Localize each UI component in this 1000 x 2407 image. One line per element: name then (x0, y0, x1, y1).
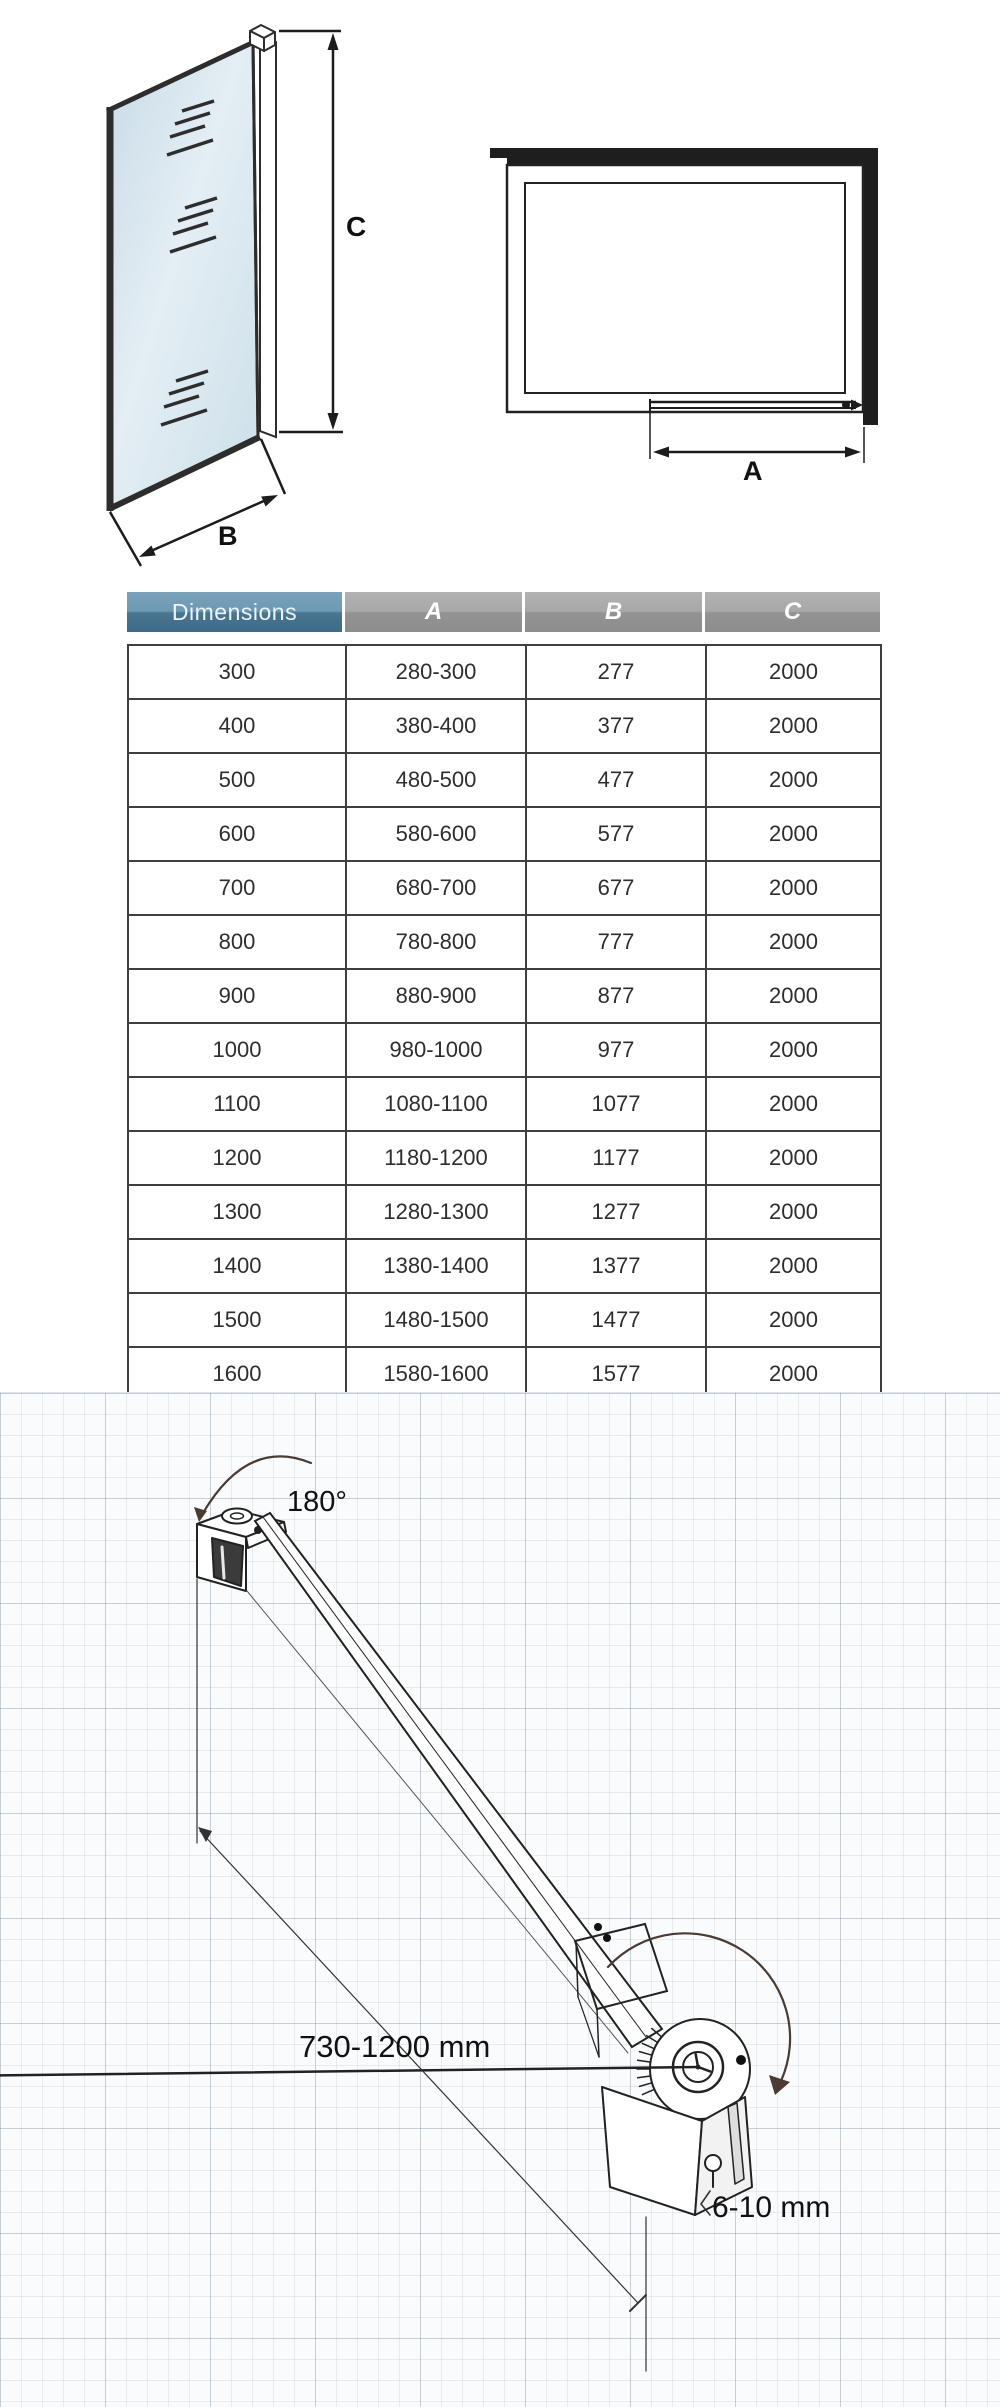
table-row (128, 1185, 881, 1239)
side-view-diagram (107, 25, 366, 566)
table-header-row (127, 592, 880, 632)
table-row (128, 1023, 881, 1077)
table-cell: 1580-1600 (346, 1347, 526, 1401)
table-row (128, 753, 881, 807)
wall-profile-strip (260, 34, 276, 437)
swivel-pin-dot (736, 2055, 746, 2065)
clamp-side-screw (705, 2155, 721, 2171)
table-cell: 2000 (706, 1077, 881, 1131)
table-cell: 280-300 (346, 645, 526, 699)
table-cell: 677 (526, 861, 706, 915)
table-row (128, 861, 881, 915)
table-cell: 1400 (128, 1239, 346, 1293)
table-cell: 377 (526, 699, 706, 753)
bar-length-label: 730-1200 mm (299, 2029, 491, 2064)
bracket-clamp-dark (212, 1538, 243, 1586)
label-b: B (218, 521, 238, 551)
table-cell: 1500 (128, 1293, 346, 1347)
support-bar-tube (255, 1513, 662, 2047)
table-cell: 1000 (128, 1023, 346, 1077)
table-row (128, 645, 881, 699)
table-cell: 2000 (706, 1293, 881, 1347)
column-header-c: C (705, 592, 880, 632)
table-row (128, 699, 881, 753)
table-cell: 880-900 (346, 969, 526, 1023)
table-cell: 380-400 (346, 699, 526, 753)
table-row (128, 1239, 881, 1293)
table-cell: 1177 (526, 1131, 706, 1185)
table-cell: 980-1000 (346, 1023, 526, 1077)
table-cell: 2000 (706, 645, 881, 699)
table-cell: 480-500 (346, 753, 526, 807)
dimension-c (279, 31, 343, 432)
rotation-label: 180° (287, 1486, 347, 1518)
table-cell: 2000 (706, 1185, 881, 1239)
glass-thickness-label: 6-10 mm (712, 2191, 831, 2224)
table-cell: 500 (128, 753, 346, 807)
table-cell: 1200 (128, 1131, 346, 1185)
table-row (128, 1077, 881, 1131)
table-cell: 1180-1200 (346, 1131, 526, 1185)
column-header-dimensions: Dimensions (127, 592, 342, 632)
table-cell: 577 (526, 807, 706, 861)
column-header-a: A (345, 592, 522, 632)
table-cell: 2000 (706, 1131, 881, 1185)
table-cell: 300 (128, 645, 346, 699)
dimensions-table-body (128, 645, 881, 1401)
label-c: C (346, 211, 367, 242)
table-cell: 580-600 (346, 807, 526, 861)
table-row (128, 807, 881, 861)
table-cell: 1600 (128, 1347, 346, 1401)
table-cell: 780-800 (346, 915, 526, 969)
table-cell: 680-700 (346, 861, 526, 915)
wall-top (490, 148, 878, 165)
table-cell: 2000 (706, 969, 881, 1023)
label-a: A (743, 456, 763, 486)
table-cell: 1277 (526, 1185, 706, 1239)
installation-drawing-section (0, 1392, 1000, 2407)
table-cell: 1280-1300 (346, 1185, 526, 1239)
table-cell: 900 (128, 969, 346, 1023)
table-cell: 2000 (706, 861, 881, 915)
support-bar-drawing (0, 1393, 1000, 2407)
table-cell: 600 (128, 807, 346, 861)
dimensions-table (127, 644, 882, 1402)
table-cell: 1377 (526, 1239, 706, 1293)
column-header-b: B (525, 592, 702, 632)
table-cell: 1477 (526, 1293, 706, 1347)
top-view-diagram (490, 148, 878, 486)
table-cell: 1380-1400 (346, 1239, 526, 1293)
table-cell: 800 (128, 915, 346, 969)
dimension-bar-length (197, 1579, 646, 2371)
table-cell: 2000 (706, 1239, 881, 1293)
tray-inner-outline (525, 183, 845, 393)
table-cell: 1100 (128, 1077, 346, 1131)
table-cell: 2000 (706, 1347, 881, 1401)
table-cell: 2000 (706, 699, 881, 753)
table-row (128, 915, 881, 969)
table-row (128, 1293, 881, 1347)
diagrams-top-section (0, 0, 1000, 590)
table-cell: 777 (526, 915, 706, 969)
table-cell: 1080-1100 (346, 1077, 526, 1131)
table-cell: 2000 (706, 1023, 881, 1077)
table-cell: 700 (128, 861, 346, 915)
table-cell: 2000 (706, 753, 881, 807)
table-cell: 1577 (526, 1347, 706, 1401)
table-cell: 1480-1500 (346, 1293, 526, 1347)
table-cell: 1300 (128, 1185, 346, 1239)
table-cell: 877 (526, 969, 706, 1023)
table-row (128, 969, 881, 1023)
table-cell: 2000 (706, 807, 881, 861)
table-row (128, 1131, 881, 1185)
table-cell: 400 (128, 699, 346, 753)
table-cell: 977 (526, 1023, 706, 1077)
table-cell: 1077 (526, 1077, 706, 1131)
wall-right (863, 148, 878, 425)
table-cell: 2000 (706, 915, 881, 969)
table-cell: 477 (526, 753, 706, 807)
table-cell: 277 (526, 645, 706, 699)
